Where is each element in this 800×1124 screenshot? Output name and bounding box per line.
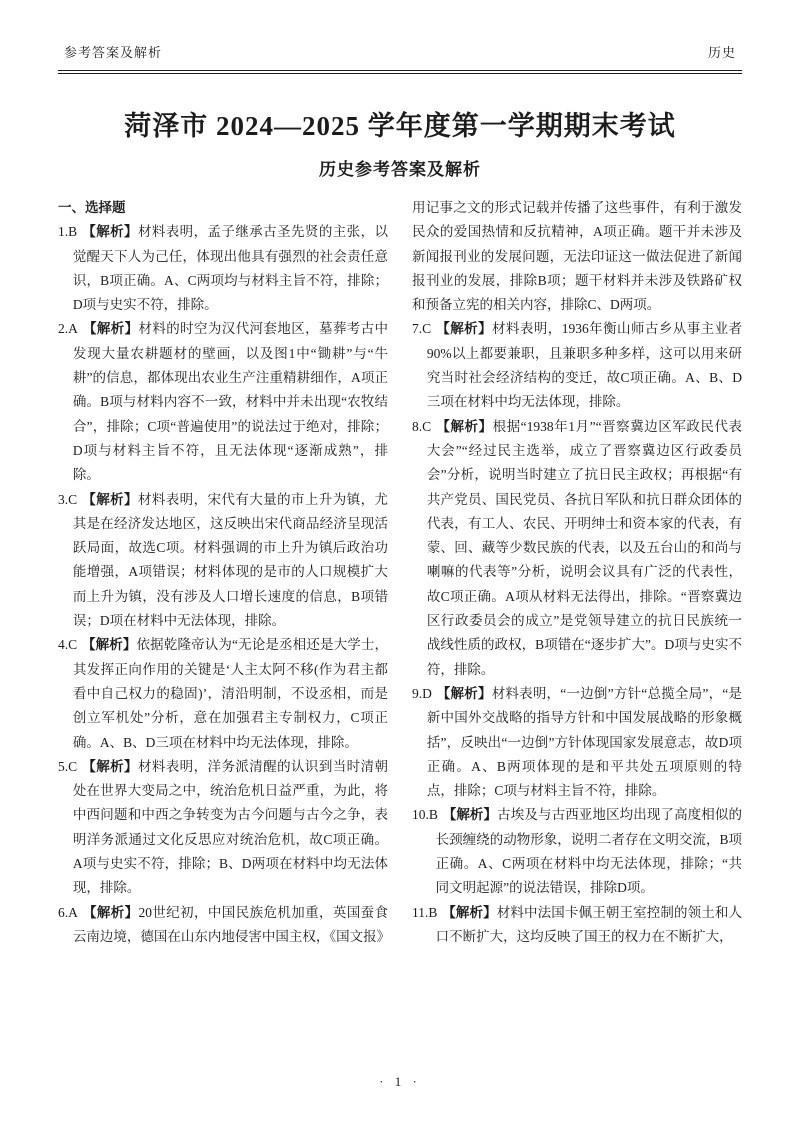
continuation-paragraph <box>412 196 742 317</box>
answer-item <box>412 901 742 950</box>
answer-item <box>412 682 742 803</box>
answer-number: 7.C <box>412 321 432 337</box>
document-subtitle: 历史参考答案及解析 <box>319 160 481 179</box>
answer-text: 材料表明，1936年衡山师古乡从事主业者90%以上都要兼职，且兼职多种多样，这可以用来研究当时社会经济结构的变迁，故C项正确。A、B、D三项在材料中均无法体现，排除。 <box>426 321 743 410</box>
answer-text: 古埃及与古西亚地区均出现了高度相似的长颈缠绕的动物形象，说明二者存在文明交流，B项正确。A、C两项在材料中均无法体现，排除；“共同文明起源”的说法错误，排除D项。 <box>435 807 743 896</box>
answer-item <box>412 415 742 682</box>
answer-item <box>412 803 742 900</box>
analysis-tag: 【解析】 <box>81 758 138 774</box>
answer-number: 4.C <box>58 637 78 653</box>
answer-number: 3.C <box>58 491 78 507</box>
document-title: 菏泽市 2024—2025 学年度第一学期期末考试 <box>124 111 676 141</box>
answer-text: 20世纪初，中国民族危机加重，英国蚕食云南边境，德国在山东内地侵害中国主权，《国文报》 <box>72 904 391 944</box>
section-heading: 一、选择题 <box>58 200 126 215</box>
answer-text: 材料的时空为汉代河套地区，墓葬考古中发现大量农耕题材的壁画，以及图1中“锄耕”与“牛耕”的信息，都体现出农业生产注重精耕细作，A项正确。B项与材料内容不一致，材料中并未出现“农牧结合”，排除；C项“普遍使用”的说法过于绝对，排除；D项与材料主旨不符，且无法体现“逐渐成熟”，排除。 <box>72 321 389 483</box>
analysis-tag: 【解析】 <box>435 418 493 434</box>
analysis-tag: 【解析】 <box>442 904 497 920</box>
answer-item <box>58 488 388 634</box>
answer-text: 材料表明，洋务派清醒的认识到当时清朝处在世界大变局之中，统治危机日益严重，为此，将中西问题和中西之争转变为古今问题与古今之争，表明洋务派通过文化反思应对统治危机，故C项正确。A项与史实不符，排除；B、D两项在材料中均无法体现，排除。 <box>72 758 389 896</box>
answer-number: 9.D <box>412 685 432 701</box>
answer-number: 11.B <box>412 904 438 920</box>
answer-text: 根据“1938年1月”“晋察冀边区军政民代表大会”“经过民主选举，成立了晋察冀边区行政委员会”分析，说明当时建立了抗日民主政权；再根据“有共产党员、国民党员、各抗日军队和抗日群众团体的代表，有工人、农民、开明绅士和资本家的代表，有蒙、回、藏等少数民族的代表，以及五台山的和尚与喇嘛的代表等”分析，说明会议具有广泛的代表性，故C项正确。A项从材料无法得出，排除。“晋察冀边区行政委员会的成立”是党领导建立的抗日民族统一战线性质的政权，B项错在“逐步扩大”。D项与史实不符，排除。 <box>426 418 742 677</box>
answer-number: 2.A <box>58 321 78 337</box>
answer-number: 10.B <box>412 807 438 823</box>
answer-number: 5.C <box>58 758 78 774</box>
analysis-tag: 【解析】 <box>82 321 139 337</box>
analysis-tag: 【解析】 <box>436 685 492 701</box>
answer-item <box>58 220 388 317</box>
answer-text: 依据乾隆帝认为“无论是丞相还是大学士，其发挥正向作用的关键是‘人主太阿不移(作为君主都看中自己权力的稳固)’，清沿明制，不设丞相，而是创立军机处”分析，意在加强君主专制权力，C项正确。A、B、D三项在材料中均无法体现，排除。 <box>72 637 388 750</box>
answer-text: 用记事之文的形式记载并传播了这些事件，有利于激发民众的爱国热情和反抗精神，A项正确。题干并未涉及新闻报刊业的发展问题，无法印证这一做法促进了新闻报刊业的发展，排除B项；题干材料并未涉及铁路矿权和预备立宪的相关内容，排除C、D两项。 <box>412 200 742 313</box>
answer-text: 材料表明，孟子继承古圣先贤的主张，以觉醒天下人为己任，体现出他具有强烈的社会责任意识，B项正确。A、C两项均与材料主旨不符，排除；D项与史实不符，排除。 <box>72 224 389 313</box>
content-columns <box>58 196 742 949</box>
answer-item <box>412 317 742 414</box>
analysis-tag: 【解析】 <box>81 637 137 653</box>
analysis-tag: 【解析】 <box>435 321 493 337</box>
page-header <box>58 42 742 66</box>
answer-number: 1.B <box>58 224 78 240</box>
analysis-tag: 【解析】 <box>81 224 138 240</box>
answer-item <box>58 633 388 754</box>
header-left-text: 参考答案及解析 <box>64 45 163 60</box>
page-number: · 1 · <box>379 1074 421 1089</box>
answer-text: 材料表明，“一边倒”方针“总揽全局”，“是新中国外交战略的指导方针和中国发展战略的形象概括”，反映出“一边倒”方针体现国家发展意志，故D项正确。A、B两项体现的是和平共处五项原则的特点，排除；C项与材料主旨不符，排除。 <box>426 685 742 799</box>
analysis-tag: 【解析】 <box>82 904 139 920</box>
header-right-text: 历史 <box>707 45 736 60</box>
analysis-tag: 【解析】 <box>81 491 138 507</box>
answer-item <box>58 317 388 487</box>
answer-number: 8.C <box>412 418 432 434</box>
answer-item <box>58 901 391 950</box>
answer-text: 材料中法国卡佩王朝王室控制的领土和人口不断扩大，这均反映了国王的权力在不断扩大， <box>435 904 743 944</box>
analysis-tag: 【解析】 <box>442 807 498 823</box>
answer-text: 材料表明，宋代有大量的市上升为镇，尤其是在经济发达地区，这反映出宋代商品经济呈现活跃局面，故选C项。材料强调的市上升为镇后政治功能增强，A项错误；材料体现的是市的人口规模扩大而上升为镇，没有涉及人口增长速度的信息，B项错误；D项在材料中无法体现，排除。 <box>72 491 389 629</box>
left-column <box>58 196 391 949</box>
answer-number: 6.A <box>58 904 78 920</box>
header-rule <box>58 70 742 74</box>
right-column <box>412 196 742 949</box>
answer-item <box>58 755 388 901</box>
